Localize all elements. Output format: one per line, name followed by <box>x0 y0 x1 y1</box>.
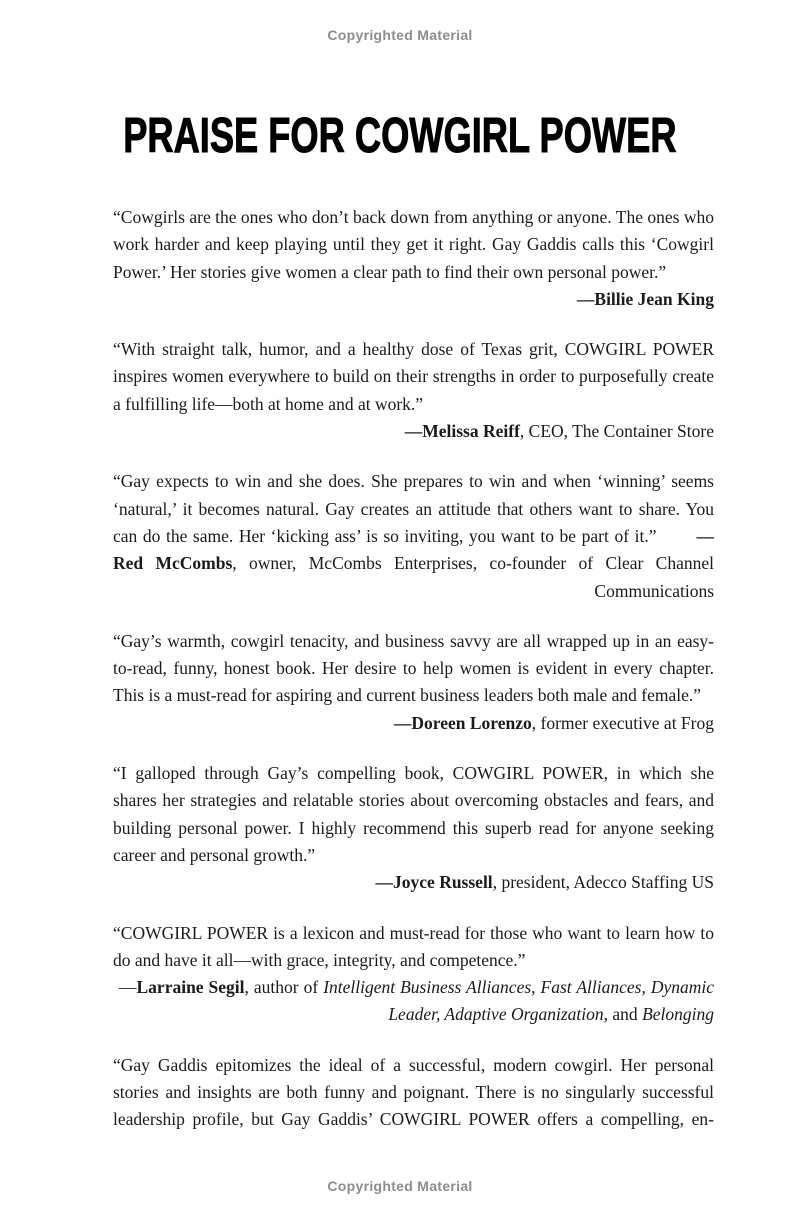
testimonial-quote <box>113 468 714 604</box>
testimonial <box>113 920 714 1029</box>
testimonial-quote <box>113 628 714 737</box>
testimonial-quote <box>113 920 714 975</box>
testimonial-quote <box>113 1052 714 1134</box>
quote-text: “Gay’s warmth, cowgirl tenacity, and business savvy are all wrapped up in an easy-to-read, funny, honest book. Her desire to help women is evident in every chapter. This is a must-read for aspiring and current business leaders both male and female.” <box>113 630 714 706</box>
bottom-copyright-notice: Copyrighted Material <box>327 1178 473 1194</box>
testimonial <box>113 760 714 896</box>
quote-text: “I galloped through Gay’s compelling book, COWGIRL POWER, in which she shares her strategies and relatable stories about overcoming obstacles and fears, and building personal power. I highly recommend this superb read for anyone seeking career and personal growth.” <box>113 763 714 865</box>
page-title-text: PRAISE FOR COWGIRL POWER <box>123 109 677 163</box>
testimonial <box>113 628 714 737</box>
testimonial-attribution: —Doreen Lorenzo, former executive at Frog <box>393 712 714 733</box>
testimonial-attribution: —Joyce Russell, president, Adecco Staffing US <box>375 872 714 893</box>
testimonial-attribution: —Red McCombs, owner, McCombs Enterprises, co-founder of Clear Channel Communications <box>113 525 714 601</box>
testimonial-attribution: —Billie Jean King <box>576 288 714 309</box>
page-title <box>0 109 800 163</box>
testimonial-attribution: —Larraine Segil, author of Intelligent Business Alliances, Fast Alliances, Dynamic Leader, Adaptive Organization, and Belonging <box>119 977 715 1025</box>
quote-text: “Gay Gaddis epitomizes the ideal of a successful, modern cowgirl. Her personal stories and insights are both funny and poignant. There is no singularly successful leadership profile, but Gay Gaddis’ COWGIRL POWER offers a compelling, en- <box>113 1054 714 1130</box>
quote-text: “Cowgirls are the ones who don’t back down from anything or anyone. The ones who work harder and keep playing until they get it right. Gay Gaddis calls this ‘Cowgirl Power.’ Her stories give women a clear path to find their own personal power.” <box>113 207 714 282</box>
testimonial-quote <box>113 760 714 869</box>
testimonial-list <box>113 204 714 1157</box>
quote-text: “COWGIRL POWER is a lexicon and must-read for those who want to learn how to do and have it all—with grace, integrity, and competence.” <box>113 922 714 970</box>
quote-text: “With straight talk, humor, and a healthy dose of Texas grit, COWGIRL POWER inspires women everywhere to build on their strengths in order to purposefully create a fulfilling life—both at home and at work.” <box>113 339 714 414</box>
testimonial-attribution: —Melissa Reiff, CEO, The Container Store <box>404 421 714 442</box>
testimonial <box>113 1052 714 1134</box>
testimonial <box>113 204 714 313</box>
testimonial <box>113 468 714 604</box>
testimonial-quote <box>113 336 714 418</box>
testimonial <box>113 336 714 445</box>
top-copyright-notice: Copyrighted Material <box>327 27 473 43</box>
quote-text: “Gay expects to win and she does. She prepares to win and when ‘winning’ seems ‘natural,’ it becomes natural. Gay creates an attitude that others want to share. You can do the same. Her ‘kicking ass’ is so inviting, you want to be part of it.” <box>113 471 714 546</box>
testimonial-quote <box>113 204 714 313</box>
